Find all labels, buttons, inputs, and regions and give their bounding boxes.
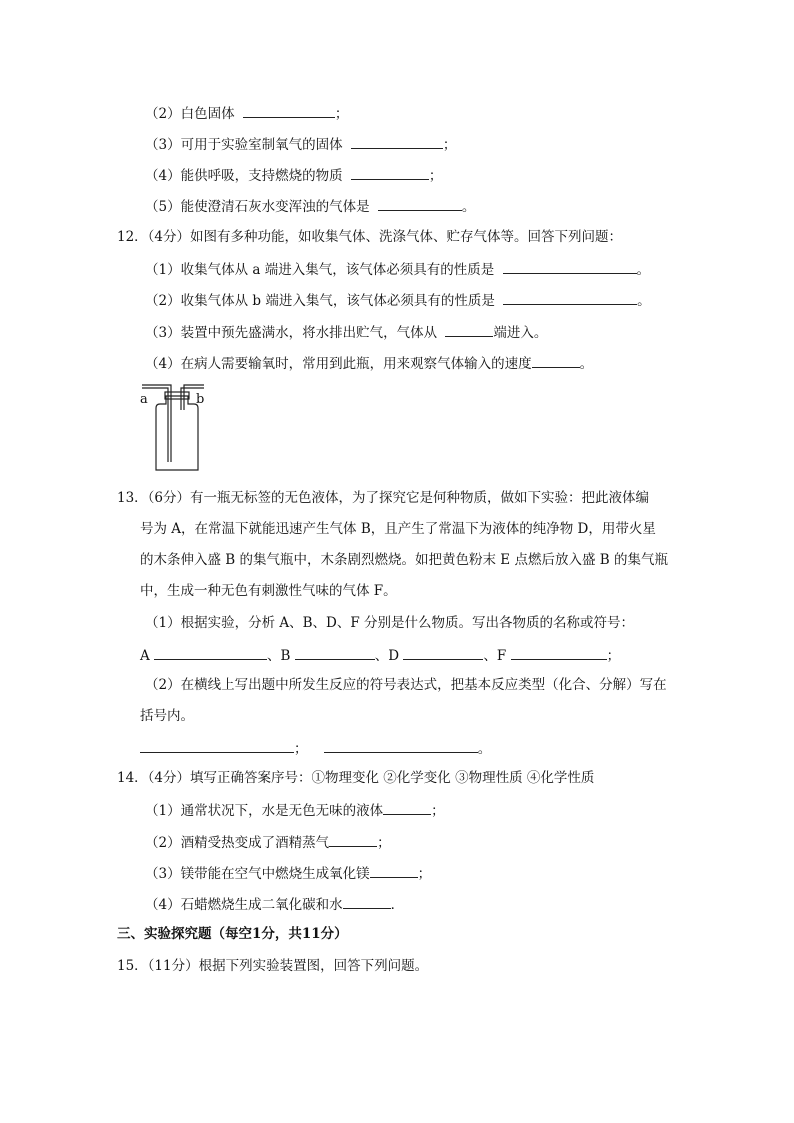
- q14-item1: [145, 800, 445, 820]
- q11-item3-end: ；: [442, 137, 457, 153]
- answer-blank[interactable]: [343, 894, 391, 909]
- answer-blank-f[interactable]: [511, 645, 607, 660]
- answer-blank[interactable]: [243, 103, 335, 118]
- q11-item2-text: （2）白色固体: [145, 106, 235, 122]
- q12-item2: [145, 290, 651, 310]
- q11-item5-text: （5）能使澄清石灰水变浑浊的气体是: [145, 199, 370, 215]
- q11-item4: [145, 165, 442, 185]
- q14-item1-text: （1）通常状况下，水是无色无味的液体: [145, 803, 384, 819]
- q12-item3-text: （3）装置中预先盛满水，将水排出贮气，气体从: [145, 325, 438, 341]
- q13-stem-line3: 的木条伸入盛 B 的集气瓶中，木条剧烈燃烧。如把黄色粉末 E 点燃后放入盛 B 的集气瓶: [140, 552, 668, 568]
- q14-item4-text: （4）石蜡燃烧生成二氧化碳和水: [145, 897, 343, 913]
- q13-item1: （1）根据实验，分析 A、B、D、F 分别是什么物质。写出各物质的名称或符号：: [145, 615, 635, 631]
- q12-item3-suffix: 端进入。: [493, 325, 548, 341]
- q14-item3-text: （3）镁带能在空气中燃烧生成氧化镁: [145, 866, 370, 882]
- q13-answer-f-label: 、F: [483, 648, 507, 664]
- q12-item3: [145, 322, 547, 342]
- answer-blank[interactable]: [370, 863, 418, 878]
- q13-stem-line4: 中，生成一种无色有刺激性气味的气体 F。: [140, 583, 397, 599]
- q14-item3-end: ；: [417, 866, 432, 882]
- answer-blank[interactable]: [383, 800, 431, 815]
- q14-item1-end: ；: [431, 803, 445, 819]
- tube-label-b: b: [196, 392, 205, 407]
- q14-item3: [145, 863, 431, 883]
- q14-item4: [145, 894, 404, 914]
- answer-blank-d[interactable]: [403, 645, 483, 660]
- q12-item1: [145, 259, 650, 279]
- answer-blank[interactable]: [503, 290, 637, 305]
- q13-answer-d-label: 、D: [374, 648, 400, 664]
- q14-item4-end: ．: [390, 897, 405, 913]
- q15-stem: 15．（11分）根据下列实验装置图，回答下列问题。: [117, 958, 429, 974]
- q11-item4-text: （4）能供呼吸，支持燃烧的物质: [145, 168, 343, 184]
- answer-blank-a[interactable]: [154, 645, 267, 660]
- answer-blank[interactable]: [532, 353, 580, 368]
- q12-item4-text: （4）在病人需要输氧时，常用到此瓶，用来观察气体输入的速度: [145, 356, 532, 372]
- answer-blank[interactable]: [351, 165, 429, 180]
- q13-answer-a-label: A: [140, 648, 150, 664]
- q13-stem-line1: 13．（6分）有一瓶无标签的无色液体，为了探究它是何种物质，做如下实验：把此液体编: [117, 490, 650, 506]
- q11-item4-end: ；: [428, 168, 443, 184]
- q14-item2-end: ；: [377, 835, 391, 851]
- answer-blank[interactable]: [503, 259, 637, 274]
- q14-stem: 14．（4分）填写正确答案序号：①物理变化 ②化学变化 ③物理性质 ④化学性质: [117, 770, 595, 786]
- gas-bottle-icon: [138, 380, 218, 475]
- q13-answers: [140, 645, 620, 665]
- q11-item2: [145, 103, 348, 123]
- q14-item2: [145, 832, 391, 852]
- answer-blank-equation-2[interactable]: [324, 738, 478, 753]
- q12-item2-end: 。: [637, 293, 651, 309]
- q12-stem: 12．（4分）如图有多种功能，如收集气体、洗涤气体、贮存气体等。回答下列问题：: [117, 229, 623, 245]
- gas-bottle-figure: [138, 380, 218, 475]
- answer-blank-equation-1[interactable]: [140, 738, 294, 753]
- q13-item2-line2: 括号内。: [140, 708, 194, 724]
- answer-blank[interactable]: [351, 134, 443, 149]
- q12-item2-text: （2）收集气体从 b 端进入集气，该气体必须具有的性质是: [145, 293, 495, 309]
- answer-blank-b[interactable]: [295, 645, 375, 660]
- answer-blank[interactable]: [445, 322, 493, 337]
- answer-blank[interactable]: [329, 832, 377, 847]
- q13-blank-end: 。: [477, 741, 492, 757]
- q12-item4-end: 。: [579, 356, 594, 372]
- q11-item5: [145, 196, 475, 216]
- q13-blank-sep: ；: [294, 741, 308, 757]
- q11-item2-end: ；: [334, 106, 349, 122]
- answer-blank[interactable]: [378, 196, 462, 211]
- q12-item4: [145, 353, 593, 373]
- tube-label-a: a: [140, 392, 148, 407]
- q13-answer-b-label: 、B: [267, 648, 291, 664]
- q14-item2-text: （2）酒精受热变成了酒精蒸气: [145, 835, 330, 851]
- q13-equation-blanks: [140, 738, 491, 758]
- q12-item1-text: （1）收集气体从 a 端进入集气，该气体必须具有的性质是: [145, 262, 495, 278]
- q13-stem-line2: 号为 A，在常温下就能迅速产生气体 B，且产生了常温下为液体的纯净物 D，用带火星: [140, 521, 656, 537]
- q13-answers-end: ；: [606, 648, 621, 664]
- q11-item3: [145, 134, 456, 154]
- section-3-heading: 三、实验探究题（每空1分，共11分）: [117, 926, 348, 942]
- q11-item5-end: 。: [461, 199, 476, 215]
- q11-item3-text: （3）可用于实验室制氧气的固体: [145, 137, 343, 153]
- q13-item2-line1: （2）在横线上写出题中所发生反应的符号表达式，把基本反应类型（化合、分解）写在: [145, 677, 667, 693]
- q12-item1-end: 。: [636, 262, 651, 278]
